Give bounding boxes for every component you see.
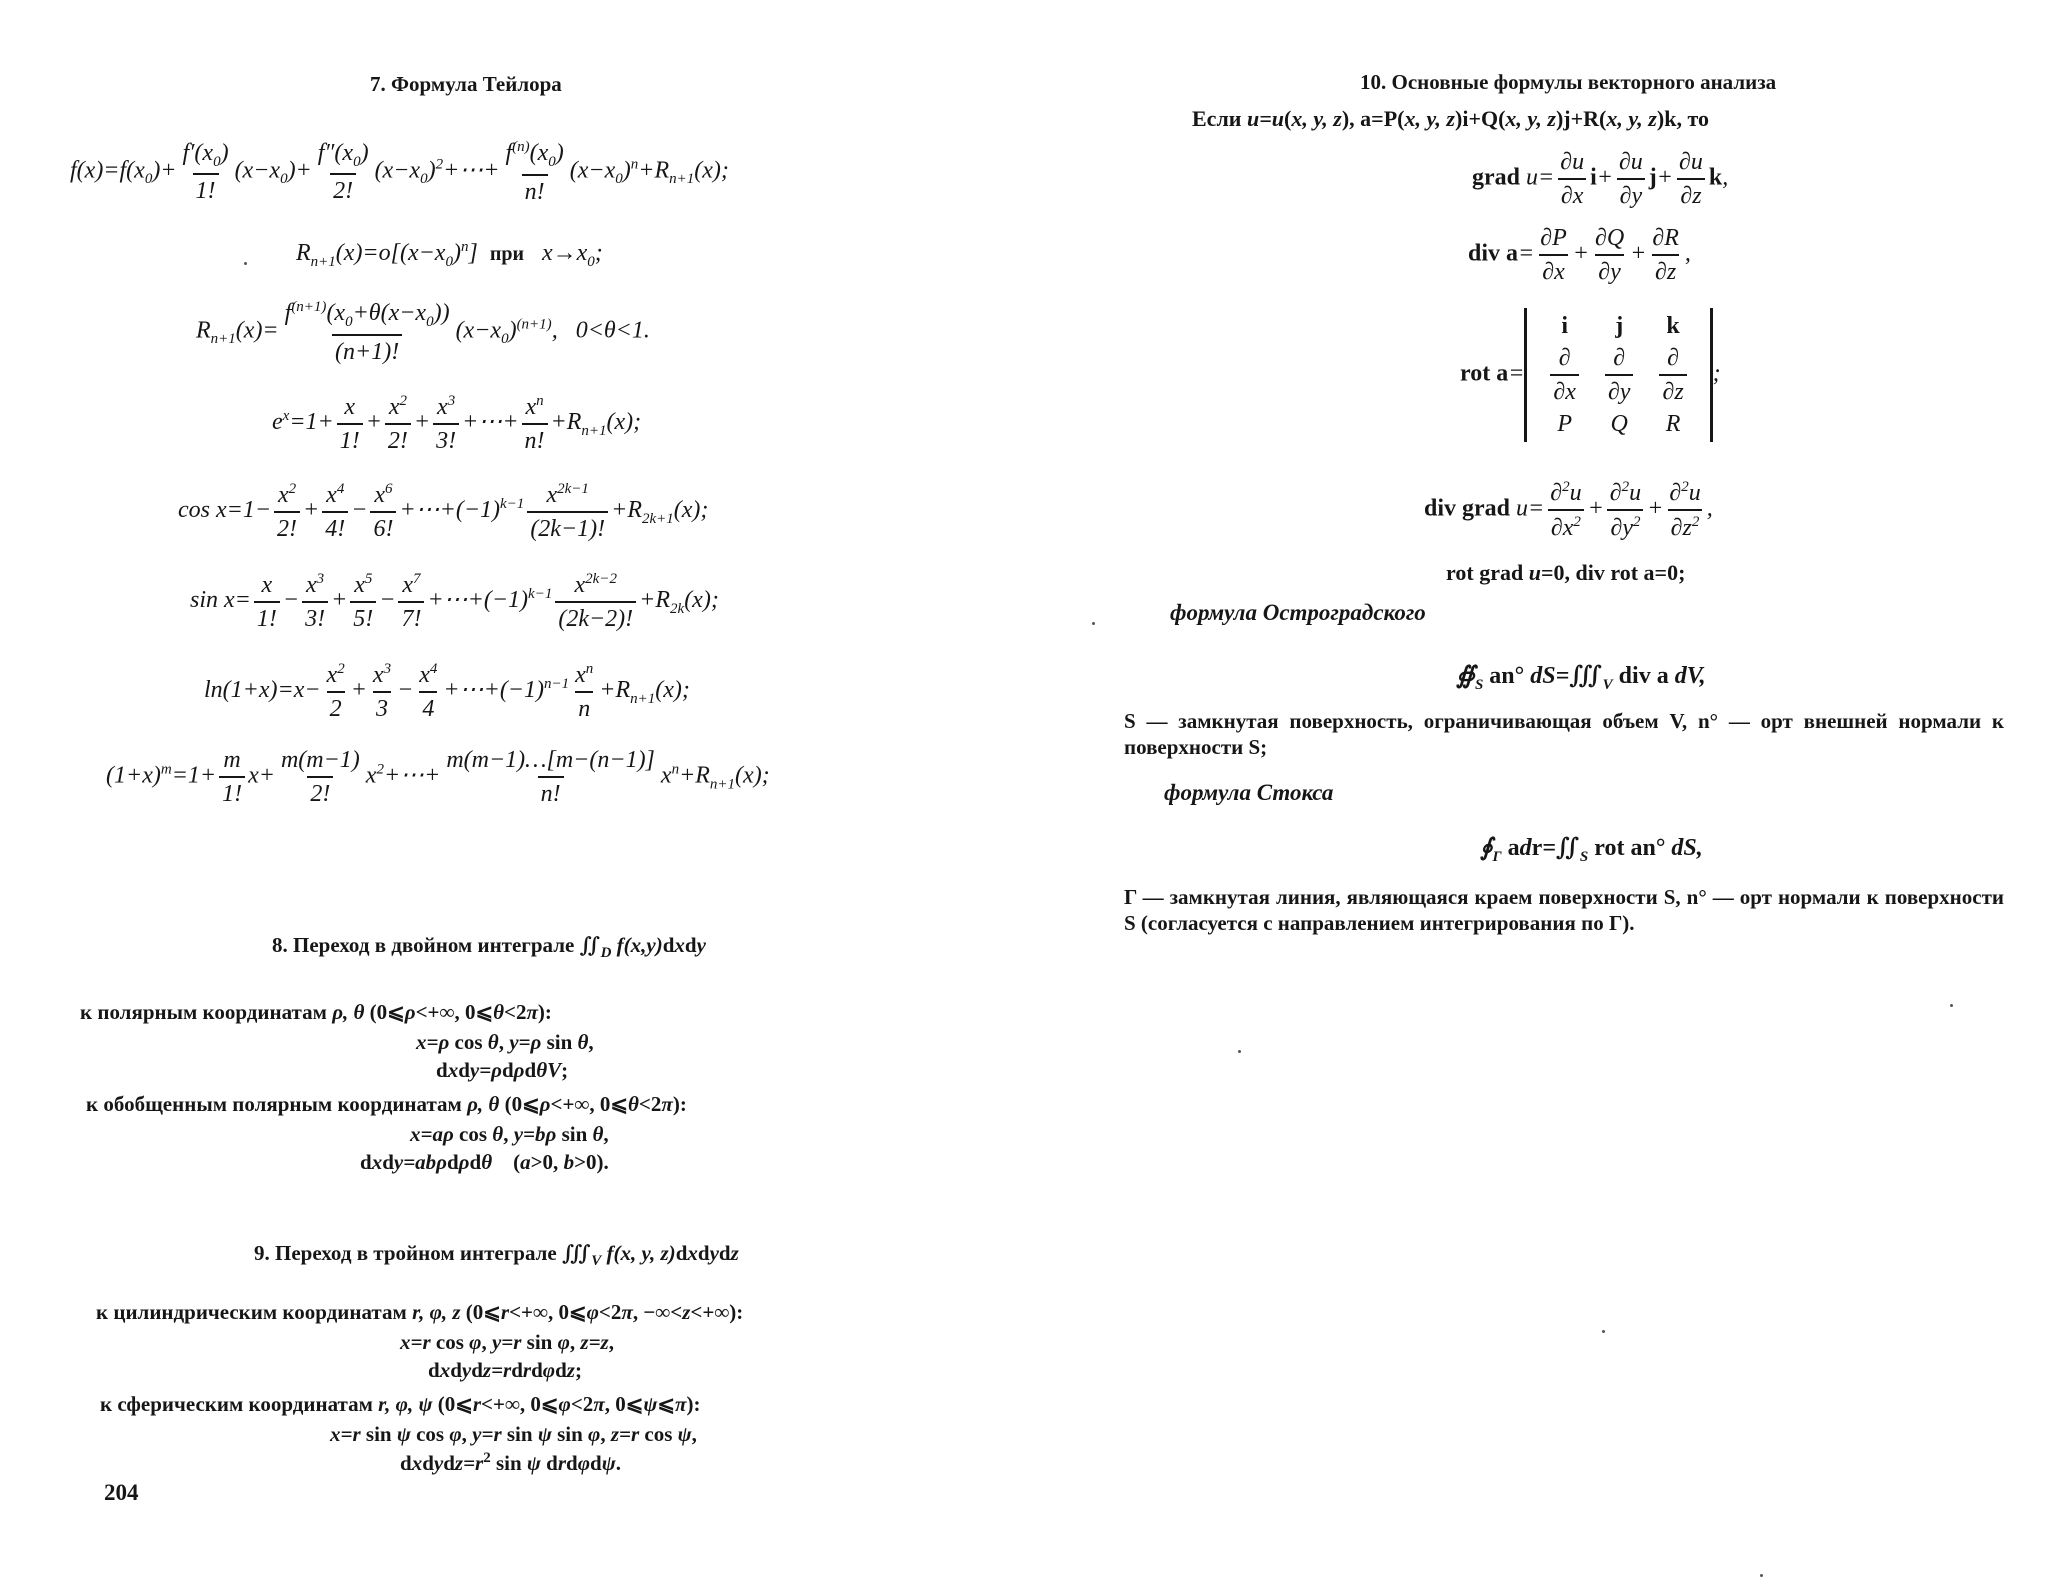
stokes-formula: $∮_\Gamma$ $adr=∬_S$ rot an° dS, [1480, 835, 1703, 865]
right-page [1036, 0, 2072, 1579]
cylindrical-coords-label: к цилиндрическим координатам r, φ, z (0⩽r<+∞, 0⩽φ<2π, −∞<z<+∞): [96, 1300, 744, 1324]
taylor-formula: $f(x)=f(x_0)+$ $\frac{f'(x_0)}{1!}$ $(x-x_0)+$ $\frac{f''(x_0)}{2!}$ $(x-x_0)^2+\cdots+$ $\frac{f^{(n)}(x_0)}{n!}$ $(x-x_0)^n+R_{n+1}(x)$; [70, 139, 729, 205]
binomial-series: $(1+x)^m=1+$ $\frac{m}{1!}$ x+ $\frac{m(m-1)}{2!}$ $x^2+\cdots+$ $\frac{m(m-1)\dots[m-(n-1)]}{n!}$ $x^n+R_{n+1}(x)$; [106, 747, 770, 807]
polar-coords-jacobian: dxdy=ρdρdθV; [436, 1058, 569, 1082]
cos-series: cos x=1− $\frac{x^2}{2!}$ + $\frac{x^4}{4!}$ − $\frac{x^6}{6!}$ $+\cdots+(-1)^{k-1}$ $\frac{x^{2k-1}}{(2k-1)!}$ $+R_{2k+1}(x)$; [178, 481, 709, 542]
divergence-formula: div a= $\frac{\partial P}{\partial x}$ + $\frac{\partial Q}{\partial y}$ + $\frac{\partial R}{\partial z}$ , [1468, 225, 1691, 285]
stokes-title: формула Стокса [1164, 780, 1334, 805]
ostrogradsky-text: S — замкнутая поверхность, ограничивающая объем V, n° — орт внешней нормали к поверхности S; [1124, 709, 2004, 760]
scan-speckle [1602, 1330, 1605, 1333]
scan-speckle [1092, 622, 1095, 625]
section8-title: 8. Переход в двойном интеграле $∬_D$ f(x,y)dxdy [272, 933, 706, 962]
scan-speckle [1238, 1050, 1241, 1053]
section9-title: 9. Переход в тройном интеграле $∭_V$ f(x, y, z)dxdydz [254, 1241, 739, 1270]
curl-determinant: i j k $\frac{\partial}{\partial x}$ $\frac{\partial}{\partial y}$ $\frac{\partial}{\partial z}$ P Q R [1524, 308, 1712, 442]
remainder-peano: $R_{n+1}(x)=o[(x-x_0)^n]$ при $x\to x_0$; [296, 239, 603, 270]
gen-polar-coords-jacobian: dxdy=abρdρdθ (a>0, b>0). [360, 1150, 609, 1174]
cylindrical-coords-x-y-z: x=r cos φ, y=r sin φ, z=z, [400, 1330, 614, 1354]
section7-title: 7. Формула Тейлора [370, 72, 562, 96]
vector-intro: Если u=u(x, y, z), a=P(x, y, z)i+Q(x, y, z)j+R(x, y, z)k, то [1192, 106, 1709, 131]
gradient-formula: grad u= $\frac{\partial u}{\partial x}$ i+ $\frac{\partial u}{\partial y}$ j+ $\frac{\partial u}{\partial z}$ k, [1472, 149, 1729, 209]
scan-speckle [1760, 1574, 1763, 1577]
cylindrical-coords-jacobian: dxdydz=rdrdφdz; [428, 1358, 582, 1382]
ostrogradsky-formula: $∯_S$ an° $dS=∭_V$ div a dV, [1456, 663, 1706, 693]
sin-series: sin x= $\frac{x}{1!}$ − $\frac{x^3}{3!}$ + $\frac{x^5}{5!}$ − $\frac{x^7}{7!}$ $+\cdots+(-1)^{k-1}$ $\frac{x^{2k-2}}{(2k-2)!}$ $+R_{2k}(x)$; [190, 571, 719, 632]
ostrogradsky-title: формула Остроградского [1170, 600, 1426, 625]
gen-polar-coords-label: к обобщенным полярным координатам ρ, θ (0⩽ρ<+∞, 0⩽θ<2π): [86, 1092, 687, 1116]
spherical-coords-label: к сферическим координатам r, φ, ψ (0⩽r<+∞, 0⩽φ<2π, 0⩽ψ⩽π): [100, 1392, 701, 1416]
scan-speckle [244, 262, 247, 265]
section10-title: 10. Основные формулы векторного анализа [1360, 70, 1777, 94]
exp-series: $e^x=1+$ $\frac{x}{1!}$ + $\frac{x^2}{2!}$ + $\frac{x^3}{3!}$ +⋯+ $\frac{x^n}{n!}$ $+R_{n+1}(x)$; [272, 393, 642, 454]
remainder-lagrange: $R_{n+1}(x)=$ $\frac{f^{(n+1)}(x_0+\theta(x-x_0))}{(n+1)!}$ $(x-x_0)^{(n+1)}$, 0<θ<1. [196, 299, 650, 365]
curl-formula: rot a= i j k $\frac{\partial}{\partial x}$ $\frac{\partial}{\partial y}$ $\frac{\partial}{\partial z}$ P Q R ; [1460, 308, 1721, 442]
scan-speckle [1950, 1004, 1953, 1007]
identities: rot grad u=0, div rot a=0; [1446, 560, 1686, 585]
gen-polar-coords-x-y: x=aρ cos θ, y=bρ sin θ, [410, 1122, 609, 1146]
spherical-coords-x-y-z: x=r sin ψ cos φ, y=r sin ψ sin φ, z=r cos ψ, [330, 1422, 697, 1446]
polar-coords-label: к полярным координатам ρ, θ (0⩽ρ<+∞, 0⩽θ<2π): [80, 1000, 552, 1024]
page-number: 204 [104, 1480, 139, 1505]
laplacian-formula: div grad u= $\frac{\partial^2u}{\partial x^2}$ + $\frac{\partial^2u}{\partial y^2}$ + $\frac{\partial^2u}{\partial z^2}$ , [1424, 479, 1713, 541]
spherical-coords-jacobian: $dxdydz=r^2$ sin ψ drdφdψ. [400, 1450, 621, 1475]
stokes-text: Γ — замкнутая линия, являющаяся краем поверхности S, n° — орт нормали к поверхности S (согласуется с направлением интегрирования по Γ). [1124, 885, 2004, 936]
polar-coords-x-y: x=ρ cos θ, y=ρ sin θ, [416, 1030, 594, 1054]
ln-series: ln(1+x)=x− $\frac{x^2}{2}$ + $\frac{x^3}{3}$ − $\frac{x^4}{4}$ $+\cdots+(-1)^{n-1}$ $\frac{x^n}{n}$ $+R_{n+1}(x)$; [204, 661, 690, 722]
